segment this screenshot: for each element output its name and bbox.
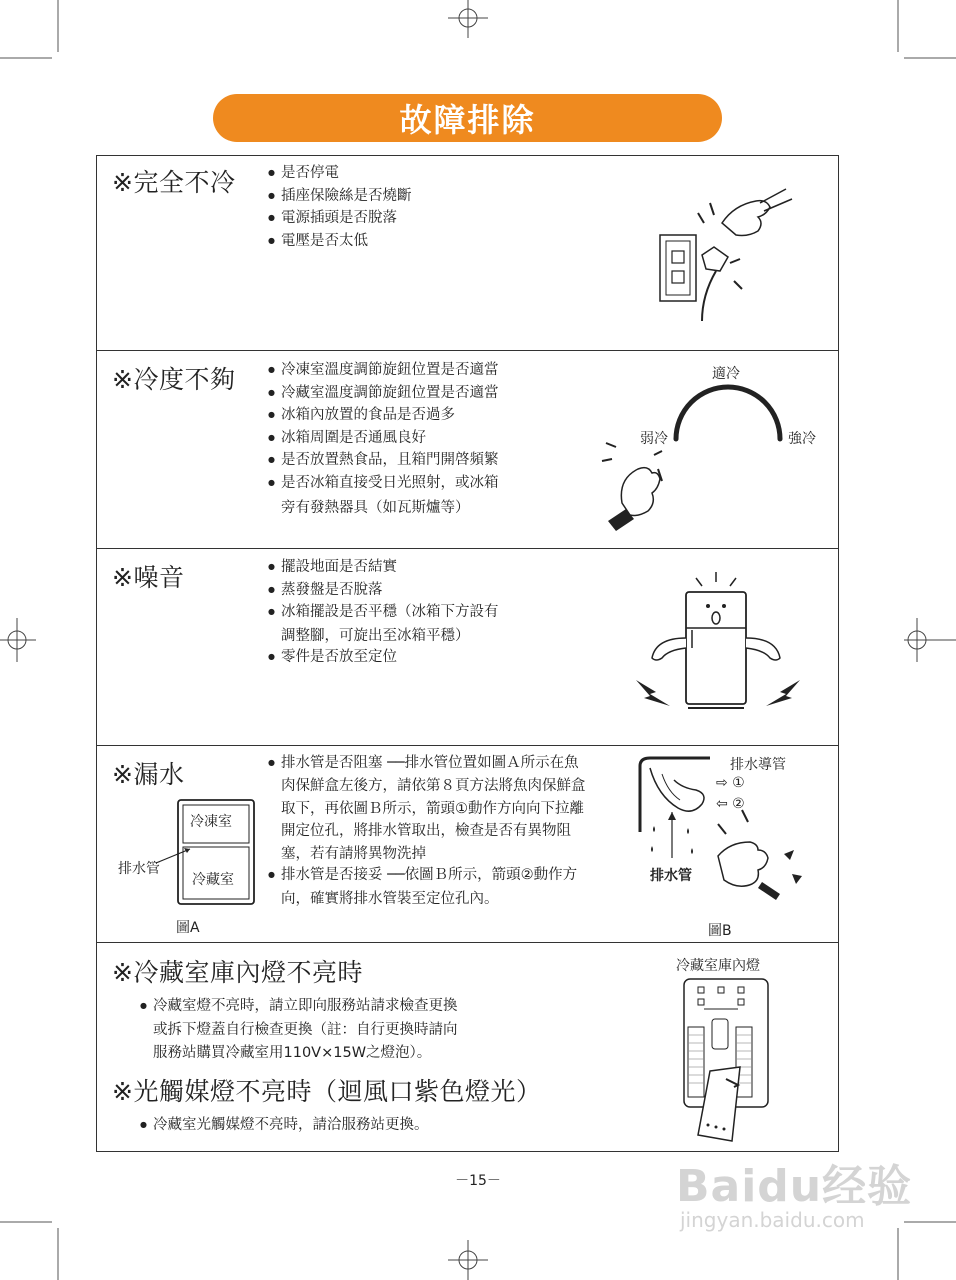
list-item: ● 電源插頭是否脫落 xyxy=(268,207,412,230)
photocatalyst-lamp-instructions xyxy=(140,1114,429,1137)
section-divider xyxy=(96,350,839,351)
baidu-watermark xyxy=(676,1150,913,1232)
list-item-continuation: 或拆下燈蓋自行檢查更換（註：自行更換時請向 xyxy=(153,1022,458,1038)
figure-a-pipe-label: 排水管 xyxy=(118,861,160,877)
section-divider xyxy=(96,942,839,943)
power-outlet-illustration-icon xyxy=(650,185,800,325)
figure-b-guide-label: 排水導管 xyxy=(730,757,786,773)
noise-checklist xyxy=(268,556,499,624)
not-cold-checklist xyxy=(268,162,412,252)
figure-a-freezer-label: 冷凍室 xyxy=(190,814,232,830)
figure-a-fridge-label: 冷藏室 xyxy=(192,872,234,888)
figure-a-caption: 圖A xyxy=(176,920,200,936)
section-heading-noise: ※噪音 xyxy=(112,563,185,592)
interior-lamp-cover-diagram-icon xyxy=(680,975,774,1145)
list-item-continuation: 向，確實將排水管裝至定位孔內。 xyxy=(281,891,499,907)
list-item-continuation: 開定位孔，將排水管取出，檢查是否有異物阻 xyxy=(281,823,571,839)
list-item: ● 排水管是否阻塞 ──排水管位置如圖Ａ所示在魚 xyxy=(268,752,579,775)
lamp-instructions xyxy=(140,995,458,1018)
list-item: ● 擺設地面是否結實 xyxy=(268,556,499,579)
list-item: ● 冷藏室燈不亮時，請立即向服務站請求檢查更換 xyxy=(140,995,458,1018)
section-heading-lamp: ※冷藏室庫內燈不亮時 xyxy=(112,958,363,987)
page-title: 故障排除 xyxy=(213,94,722,142)
temperature-dial-icon xyxy=(600,385,800,545)
list-item: ● 零件是否放至定位 xyxy=(268,646,397,669)
lamp-figure-label: 冷藏室庫內燈 xyxy=(676,958,760,974)
figure-b-caption: 圖B xyxy=(708,923,732,939)
list-item: ● 冰箱內放置的食品是否過多 xyxy=(268,404,499,427)
dial-label-weak: 弱冷 xyxy=(640,431,668,447)
shaking-refrigerator-illustration-icon xyxy=(632,568,804,718)
list-item: ● 冰箱擺設是否平穩（冰箱下方設有 xyxy=(268,601,499,624)
list-item: ● 是否冰箱直接受日光照射，或冰箱 xyxy=(268,472,499,495)
list-item: ● 冰箱周圍是否通風良好 xyxy=(268,427,499,450)
list-item-continuation: 塞，若有請將異物洗掉 xyxy=(281,846,426,862)
list-item-continuation: 取下，再依圖Ｂ所示，箭頭①動作方向向下拉離 xyxy=(281,801,584,817)
watermark-url: jingyan.baidu.com xyxy=(680,1208,865,1232)
section-heading-leak: ※漏水 xyxy=(112,760,185,789)
section-heading-not-cold: ※完全不冷 xyxy=(112,168,236,197)
list-item-continuation: 服務站購買冷藏室用110V×15W之燈泡）。 xyxy=(153,1045,432,1061)
list-item: ● 是否停電 xyxy=(268,162,412,185)
not-cold-enough-checklist xyxy=(268,359,499,494)
list-item: ● 排水管是否接妥 ──依圖Ｂ所示，箭頭②動作方 xyxy=(268,864,577,887)
figure-b-arrow-1: ⇨ ① xyxy=(716,775,745,791)
list-item-continuation: 旁有發熱器具（如瓦斯爐等） xyxy=(281,500,470,516)
list-item: ● 蒸發盤是否脫落 xyxy=(268,579,499,602)
list-item: ● 冷凍室溫度調節旋鈕位置是否適當 xyxy=(268,359,499,382)
page-number: －15－ xyxy=(455,1173,501,1189)
list-item: ● 插座保險絲是否燒斷 xyxy=(268,185,412,208)
leak-checklist-2 xyxy=(268,864,577,887)
dial-label-strong: 強冷 xyxy=(788,431,816,447)
leak-checklist xyxy=(268,752,579,775)
section-divider xyxy=(96,745,839,746)
list-item: ● 冷藏室光觸媒燈不亮時，請洽服務站更換。 xyxy=(140,1114,429,1137)
figure-b-pipe-label: 排水管 xyxy=(650,868,692,884)
figure-b-arrow-2: ⇦ ② xyxy=(716,796,745,812)
section-heading-not-cold-enough: ※冷度不夠 xyxy=(112,365,236,394)
section-heading-photocatalyst-lamp: ※光觸媒燈不亮時（迴風口紫色燈光） xyxy=(112,1077,542,1106)
watermark-logo: Baidu经验 xyxy=(676,1161,913,1212)
list-item-continuation: 調整腳，可旋出至冰箱平穩） xyxy=(281,628,470,644)
list-item-continuation: 肉保鮮盒左後方，請依第８頁方法將魚肉保鮮盒 xyxy=(281,778,586,794)
list-item: ● 是否放置熱食品，且箱門開啓頻繁 xyxy=(268,449,499,472)
dial-label-medium: 適冷 xyxy=(712,366,740,382)
list-item: ● 電壓是否太低 xyxy=(268,230,412,253)
section-divider xyxy=(96,548,839,549)
list-item: ● 冷藏室溫度調節旋鈕位置是否適當 xyxy=(268,382,499,405)
noise-checklist-continued xyxy=(268,646,397,669)
